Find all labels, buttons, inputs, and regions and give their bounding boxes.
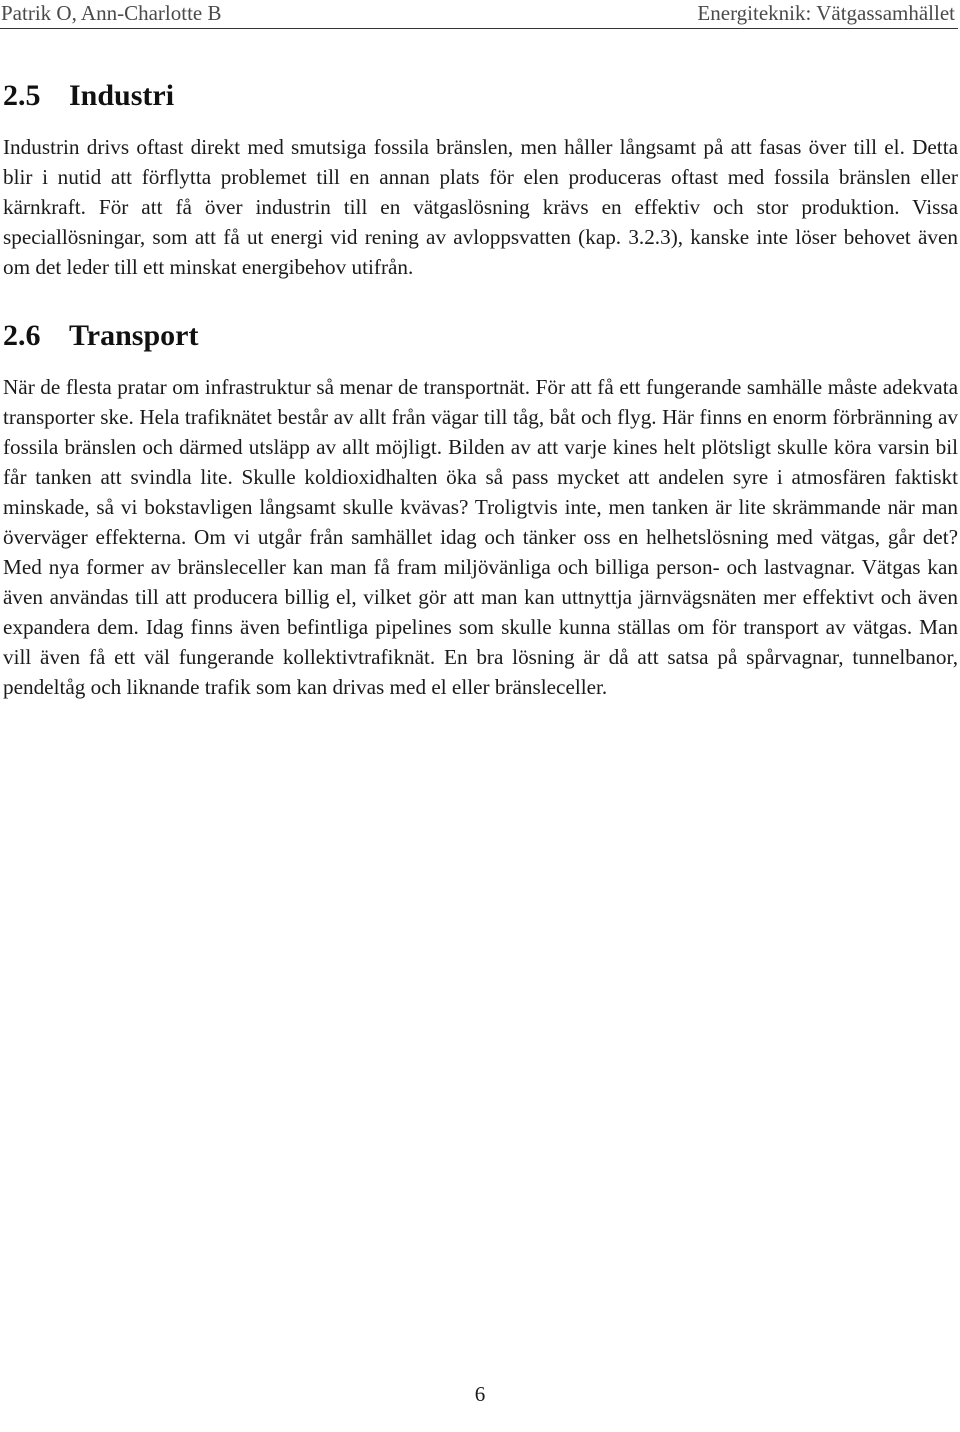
section-heading [3, 318, 958, 354]
section-title: Industri [69, 79, 175, 112]
section-number: 2.6 [3, 319, 41, 352]
header-course-title: Energiteknik: Vätgassamhället [697, 1, 955, 25]
section-paragraph: När de flesta pratar om infrastruktur så menar de transportnät. För att få ett fungerande samhälle måste adekvata transporter ske. Hela trafiknätet består av allt från vägar till tåg, båt och flyg. Här finns en enorm förbränning av fossila bränslen och därmed utsläpp av allt möjligt. Bilden av att varje kines helt plötsligt skulle köra varsin bil får tanken att svindla lite. Skulle koldioxidhalten öka så pass mycket att andelen syre i atmosfären faktiskt minskade, så vi bokstavligen långsamt skulle kvävas? Troligtvis inte, men tanken är lite skrämmande när man överväger effekterna. Om vi utgår från samhället idag och tänker oss en helhetslösning med vätgas, går det? Med nya former av bränsleceller kan man få fram miljövänliga och billiga person- och lastvagnar. Vätgas kan även användas till att producera billig el, vilket gör att man kan uttnyttja järnvägsnäten mer effektivt och även expandera dem. Idag finns även befintliga pipelines som skulle kunna ställas om för transport av vätgas. Man vill även få ett väl fungerande kollektivtrafiknät. En bra lösning är då att satsa på spårvagnar, tunnelbanor, pendeltåg och liknande trafik som kan drivas med el eller bränsleceller. [3, 375, 958, 699]
section-transport [3, 318, 958, 702]
section-industri [3, 78, 958, 282]
section-number: 2.5 [3, 79, 41, 112]
header-authors: Patrik O, Ann-Charlotte B [1, 1, 222, 25]
section-heading [3, 78, 958, 114]
section-paragraph: Industrin drivs oftast direkt med smutsiga fossila bränslen, men håller långsamt på att fasas över till el. Detta blir i nutid att förflytta problemet till en annan plats för elen produceras oftast med fossila bränslen eller kärnkraft. För att få över industrin till en vätgaslösning krävs en effektiv och stor produktion. Vissa speciallösningar, som att få ut energi vid rening av avloppsvatten (kap. 3.2.3), kanske inte löser behovet även om det leder till ett minskat energibehov utifrån. [3, 135, 958, 279]
page-number: 6 [474, 1382, 486, 1406]
section-title: Transport [69, 319, 199, 352]
running-header [0, 0, 958, 29]
